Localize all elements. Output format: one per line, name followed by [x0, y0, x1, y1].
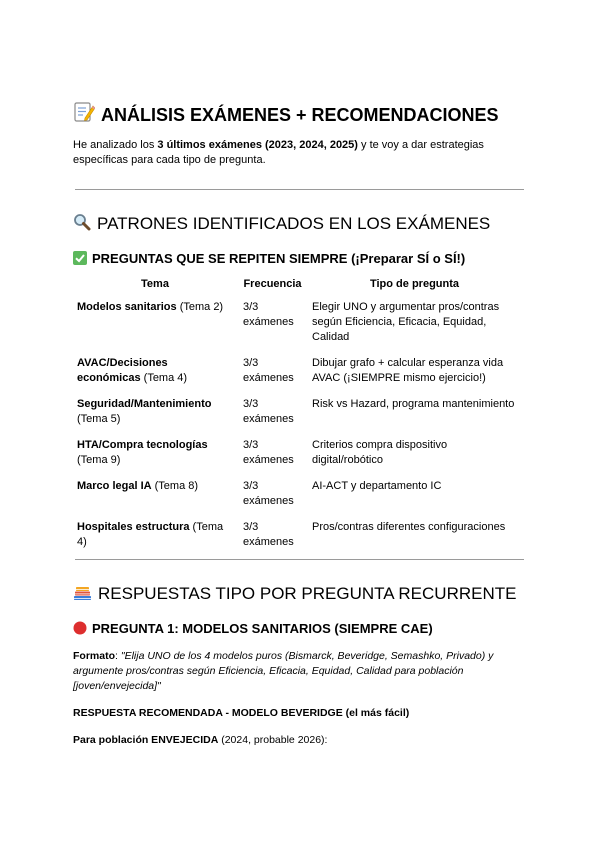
- cell-tema: HTA/Compra tecnologías (Tema 9): [77, 439, 208, 466]
- memo-icon: [73, 101, 95, 128]
- table-header-row: [72, 273, 522, 298]
- cell-tema: Marco legal IA (Tema 8): [77, 480, 199, 492]
- cell-tema: Hospitales estructura (Tema 4): [77, 521, 224, 548]
- table-row: [72, 518, 522, 559]
- table-row: [72, 477, 522, 518]
- intro-paragraph: [73, 138, 533, 168]
- cell-frecuencia: 3/3 exámenes: [243, 357, 294, 384]
- format-text: "Elija UNO de los 4 modelos puros (Bismarck, Beveridge, Semashko, Privado) y argumente pros/contras según Eficiencia, Eficacia, Equidad, Calidad para población [joven/envejecida]": [73, 650, 494, 692]
- format-label: Formato: [73, 650, 115, 662]
- cell-tipo: Dibujar grafo + calcular esperanza vida AVAC (¡SIEMPRE mismo ejercicio!): [312, 357, 504, 384]
- cell-frecuencia: 3/3 exámenes: [243, 439, 294, 466]
- patterns-table: [72, 273, 522, 559]
- intro-text-start: He analizado los: [73, 139, 158, 151]
- cell-tipo: Elegir UNO y argumentar pros/contras según Eficiencia, Eficacia, Equidad, Calidad: [312, 301, 500, 343]
- cell-tema: Seguridad/Mantenimiento (Tema 5): [77, 398, 212, 425]
- cell-frecuencia: 3/3 exámenes: [243, 301, 294, 328]
- divider: [75, 189, 524, 190]
- intro-text-end: y te voy a dar estrategias específicas para cada tipo de pregunta.: [73, 139, 484, 166]
- cell-tipo: AI-ACT y departamento IC: [312, 480, 442, 492]
- cell-tema: AVAC/Decisiones económicas (Tema 4): [77, 357, 188, 384]
- subheading-always-repeated: [73, 250, 465, 269]
- magnifier-icon: [73, 213, 91, 236]
- column-header-tipo: Tipo de pregunta: [369, 278, 460, 290]
- cell-frecuencia: 3/3 exámenes: [243, 480, 294, 507]
- cell-tipo: Criterios compra dispositivo digital/robótico: [312, 439, 448, 466]
- books-icon: [73, 583, 92, 606]
- subheading-text: PREGUNTAS QUE SE REPITEN SIEMPRE (¡Preparar SÍ o SÍ!): [92, 251, 466, 266]
- population-label: Para población ENVEJECIDA: [73, 734, 219, 746]
- section-heading-patterns: [73, 213, 490, 236]
- cell-tipo: Risk vs Hazard, programa mantenimiento: [312, 398, 515, 410]
- population-line: [73, 733, 523, 748]
- section-heading-text: RESPUESTAS TIPO POR PREGUNTA RECURRENTE: [98, 584, 517, 603]
- question-heading-text: PREGUNTA 1: MODELOS SANITARIOS (SIEMPRE CAE): [92, 621, 433, 636]
- page-title: [73, 101, 499, 128]
- table-row: [72, 298, 522, 354]
- check-mark-icon: [73, 251, 87, 269]
- table-row: [72, 436, 522, 477]
- format-paragraph: Formato: "Elija UNO de los 4 modelos puros (Bismarck, Beveridge, Semashko, Privado) y argumente pros/contras según Eficiencia, Eficacia, Equidad, Calidad para población [joven/envejecida]": [73, 650, 494, 692]
- cell-frecuencia: 3/3 exámenes: [243, 521, 294, 548]
- red-circle-icon: [73, 621, 87, 639]
- intro-text-bold: 3 últimos exámenes (2023, 2024, 2025): [157, 139, 358, 151]
- cell-tipo: Pros/contras diferentes configuraciones: [312, 521, 506, 533]
- question-heading: [73, 620, 433, 639]
- divider: [75, 559, 524, 560]
- cell-frecuencia: 3/3 exámenes: [243, 398, 294, 425]
- column-header-frecuencia: Frecuencia: [243, 278, 302, 290]
- section-heading-answers: [73, 583, 516, 606]
- title-text: ANÁLISIS EXÁMENES + RECOMENDACIONES: [101, 105, 499, 125]
- table-row: [72, 395, 522, 436]
- cell-tema: Modelos sanitarios (Tema 2): [77, 301, 224, 313]
- column-header-tema: Tema: [141, 278, 169, 290]
- population-text: (2024, probable 2026):: [218, 734, 328, 746]
- section-heading-text: PATRONES IDENTIFICADOS EN LOS EXÁMENES: [97, 214, 491, 233]
- table-row: [72, 354, 522, 395]
- recommended-answer: RESPUESTA RECOMENDADA - MODELO BEVERIDGE (el más fácil): [73, 707, 410, 719]
